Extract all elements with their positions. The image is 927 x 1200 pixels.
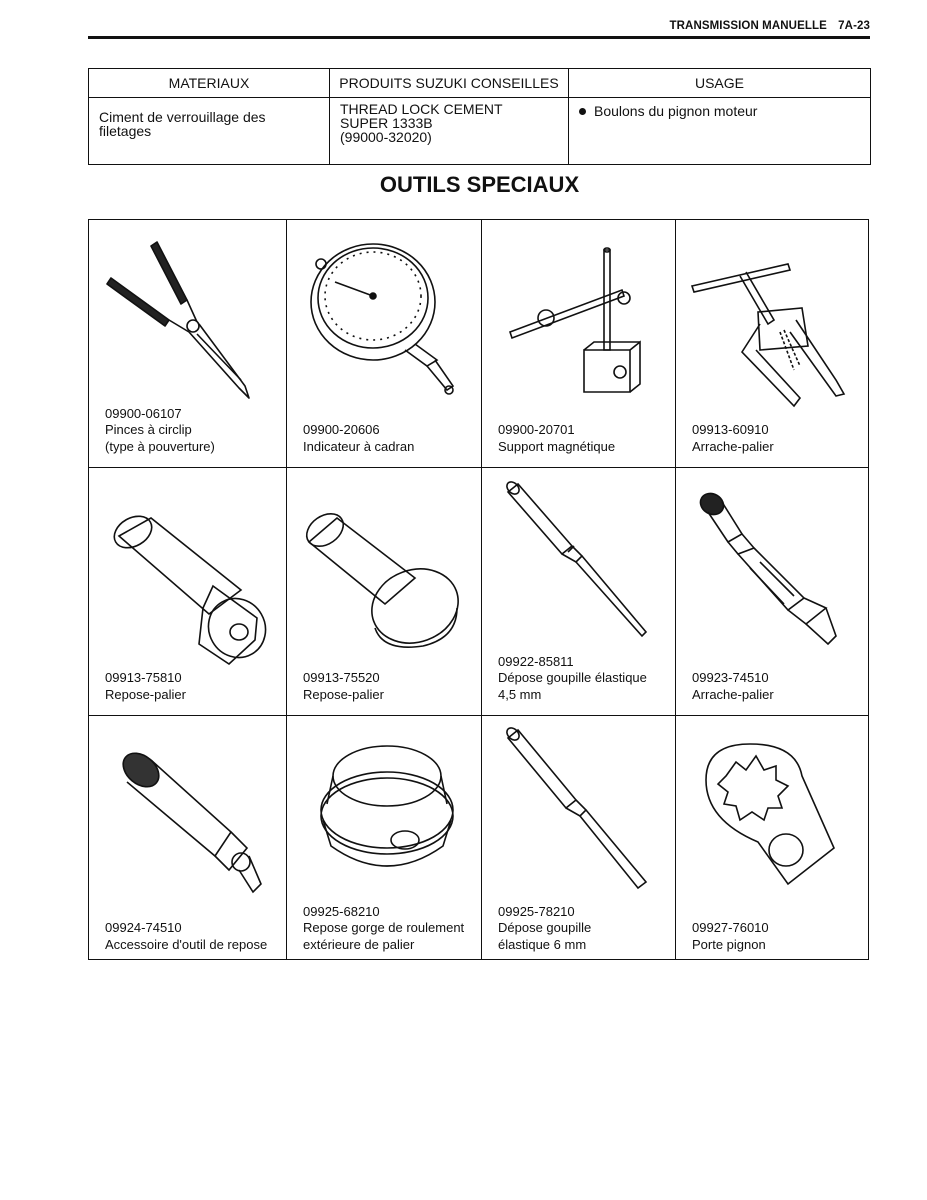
tool-cell (482, 220, 676, 468)
header-rule (88, 36, 870, 39)
tool-cell (676, 716, 868, 959)
tool-desc: Accessoire d'outil de repose (105, 936, 268, 952)
tool-desc: Repose-palier (105, 686, 186, 702)
material-line-1: Ciment de verrouillage des (99, 109, 266, 125)
page-number: 7A-23 (838, 20, 870, 32)
usage-cell (569, 98, 871, 165)
bullet-icon (579, 108, 586, 115)
header-materials: MATERIAUX (89, 69, 330, 98)
tool-caption (692, 422, 774, 455)
tool-number: 09925-78210 (498, 903, 575, 919)
product-line-3: (99000-32020) (340, 129, 432, 145)
tool-number: 09927-76010 (692, 920, 769, 935)
tool-cell (287, 716, 482, 959)
tool-number: 09913-75810 (105, 670, 182, 685)
tool-caption (692, 920, 769, 953)
material-line-2: filetages (99, 123, 152, 139)
tool-number: 09922-85811 (498, 653, 574, 669)
tool-number: 09924-74510 (105, 920, 182, 935)
tool-caption (498, 422, 615, 455)
tool-caption (692, 670, 774, 703)
tool-caption (303, 670, 384, 703)
tool-number: 09900-20701 (498, 422, 575, 437)
tool-cell (676, 220, 868, 468)
tool-caption (105, 670, 186, 703)
product-line-1: THREAD LOCK CEMENT (340, 101, 503, 117)
tool-cell (287, 468, 482, 716)
tool-desc: (type à pouverture) (105, 438, 215, 454)
tool-desc: Arrache-palier (692, 686, 774, 702)
tool-caption (105, 920, 267, 953)
page-title: OUTILS SPECIAUX (379, 172, 580, 197)
product-cell (330, 98, 569, 165)
materials-row (89, 98, 871, 165)
page-header (88, 20, 870, 32)
tool-cell (89, 716, 287, 959)
tool-desc: élastique 6 mm (498, 936, 587, 952)
materials-header-row (89, 69, 871, 98)
tool-number: 09925-68210 (303, 903, 380, 919)
header-products: PRODUITS SUZUKI CONSEILLES (330, 69, 569, 98)
tool-desc: Porte pignon (692, 936, 766, 952)
special-tools-grid (88, 219, 869, 960)
tool-caption (498, 904, 591, 954)
tool-number: 09900-06107 (105, 405, 182, 421)
tool-desc: Repose-palier (303, 686, 384, 702)
tool-caption (105, 406, 215, 456)
tool-desc: Pinces à circlip (105, 422, 192, 437)
tool-cell (89, 468, 287, 716)
section-title: TRANSMISSION MANUELLE (669, 20, 827, 32)
tool-caption (303, 422, 414, 455)
usage-text: Boulons du pignon moteur (594, 103, 758, 119)
material-cell (89, 98, 330, 165)
tool-cell (89, 220, 287, 468)
materials-table (88, 68, 871, 165)
tool-desc: extérieure de palier (303, 936, 415, 952)
tool-cell (482, 716, 676, 959)
tool-caption (303, 904, 464, 954)
tool-cell (676, 468, 868, 716)
product-line-2: SUPER 1333B (340, 115, 433, 131)
tool-desc: Dépose goupille élastique (498, 670, 647, 685)
tool-desc: Support magnétique (498, 438, 616, 454)
header-usage: USAGE (569, 69, 871, 98)
tool-cell (287, 220, 482, 468)
tool-desc: 4,5 mm (498, 686, 542, 702)
tool-desc: Repose gorge de roulement (303, 920, 465, 935)
tool-caption (498, 654, 647, 704)
tool-desc: Dépose goupille (498, 920, 592, 935)
tool-desc: Indicateur à cadran (303, 438, 415, 454)
tool-desc: Arrache-palier (692, 438, 774, 454)
tool-cell (482, 468, 676, 716)
tool-number: 09923-74510 (692, 670, 769, 685)
tool-number: 09913-75520 (303, 670, 380, 685)
tool-number: 09900-20606 (303, 422, 380, 437)
tool-number: 09913-60910 (692, 422, 769, 437)
